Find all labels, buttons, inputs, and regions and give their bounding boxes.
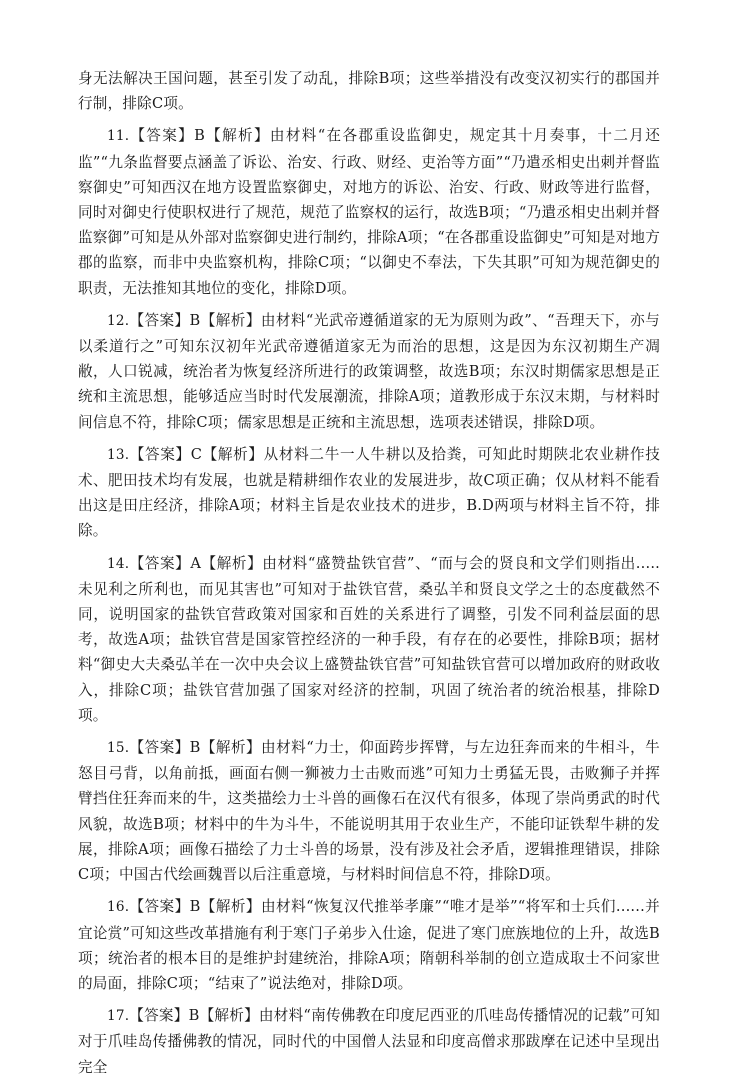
analysis-label: 【解析】 xyxy=(202,445,264,463)
document-page xyxy=(78,66,660,1080)
item-number: 14. xyxy=(107,555,130,572)
answer-item-14 xyxy=(78,551,660,728)
analysis-text: 由材料“恢复汉代推举孝廉”“唯才是举”“将军和士兵们......并宜论赏”可知这些改革措施有利于寒门子弟步入仕途，促进了寒门庶族地位的上升，故选B项；统治者的根本目的是维护封建统治，排除A项；隋朝科举制的创立造成取士不问家世的局面，排除C项；“结束了”说法绝对，排除D项。 xyxy=(78,898,660,992)
analysis-text: 由材料“光武帝遵循道家的无为原则为政”、“吾理天下，亦与以柔道行之”可知东汉初年光武帝遵循道家无为而治的思想，这是因为东汉初期生产凋敝，人口锐减，统治者为恢复经济所进行的政策调整，故选B项；东汉时期儒家思想是正统和主流思想，能够适应当时时代发展潮流，排除A项；道教形成于东汉末期，与材料时间信息不符，排除C项；儒家思想是正统和主流思想，选项表述错误，排除D项。 xyxy=(78,311,660,431)
answer-label: 【答案】B xyxy=(129,898,201,916)
item-number: 12. xyxy=(107,312,130,329)
item-number: 16. xyxy=(107,899,130,916)
analysis-text: 由材料“在各郡重设监御史，规定其十月奏事，十二月还监”“九条监督要点涵盖了诉讼、治安、行政、财经、吏治等方面”“乃遣丞相史出刺并督监察御史”可知西汉在地方设置监察御史，对地方的诉讼、治安、行政、财政等进行监督，同时对御史行使职权进行了规范，规范了监察权的运行，故选B项；“乃遣丞相史出刺并督监察御”可知是从外部对监察御史进行制约，排除A项；“在各郡重设监御史”可知是对地方郡的监察，而非中央监察机构，排除C项；“以御史不奉法，下失其职”可知为规范御史的职责，无法推知其地位的变化，排除D项。 xyxy=(78,127,660,297)
analysis-text: 由材料“盛赞盐铁官营”、“而与会的贤良和文学们则指出.....未见利之所利也，而见其害也”可知对于盐铁官营，桑弘羊和贤良文学之士的态度截然不同，说明国家的盐铁官营政策对国家和百姓的关系进行了调整，引发不同利益层面的思考，故选A项；盐铁官营是国家管控经济的一种手段，有存在的必要性，排除B项；据材料“御史大夫桑弘羊在一次中央会议上盛赞盐铁官营”可知盐铁官营可以增加政府的财政收入，排除C项；盐铁官营加强了国家对经济的控制，巩固了统治者的统治根基，排除D项。 xyxy=(78,554,660,724)
continuation-paragraph: 身无法解决王国问题，甚至引发了动乱，排除B项；这些举措没有改变汉初实行的郡国并行制，排除C项。 xyxy=(78,70,660,113)
answer-item-11 xyxy=(78,123,660,300)
answer-label: 【答案】B xyxy=(129,739,201,757)
analysis-label: 【解析】 xyxy=(200,311,261,329)
answer-label: 【答案】B xyxy=(129,311,201,329)
analysis-text: 由材料“力士，仰面跨步挥臂，与左边狂奔而来的牛相斗，牛怒目弓背，以角前抵，画面右侧一狮被力士击败而逃”可知力士勇猛无畏，击败狮子并挥臂挡住狂奔而来的牛，这类描绘力士斗兽的画像石在汉代有很多，体现了崇尚勇武的时代风貌，故选B项；材料中的牛为斗牛，不能说明其用于农业生产，不能印证铁犁牛耕的发展，排除A项；画像石描绘了力士斗兽的场景，没有涉及社会矛盾，逻辑推理错误，排除C项；中国古代绘画魏晋以后注重意境，与材料时间信息不符，排除D项。 xyxy=(78,739,660,884)
answer-item-12 xyxy=(78,308,660,435)
answer-item-13 xyxy=(78,442,660,544)
analysis-text: 由材料“南传佛教在印度尼西亚的爪哇岛传播情况的记载”可知对于爪哇岛传播佛教的情况，同时代的中国僧人法显和印度高僧求那跋摩在记述中呈现出完全 xyxy=(78,1007,660,1076)
answer-item-16 xyxy=(78,894,660,996)
item-number: 15. xyxy=(107,740,130,757)
item-number: 17. xyxy=(107,1008,130,1025)
answer-item-15 xyxy=(78,735,660,887)
item-number: 13. xyxy=(107,446,130,463)
item-number: 11. xyxy=(107,128,130,145)
analysis-text: 从材料二牛一人牛耕以及拾粪，可知此时期陕北农业耕作技术、肥田技术均有发展，也就是精耕细作农业的发展进步，故C项正确；仅从材料不能看出这是田庄经济，排除A项；材料主旨是农业技术的进步，B.D两项与材料主旨不符，排除。 xyxy=(78,445,660,540)
answer-label: 【答案】B xyxy=(129,127,206,145)
analysis-label: 【解析】 xyxy=(200,898,261,916)
answer-label: 【答案】C xyxy=(129,445,203,463)
analysis-label: 【解析】 xyxy=(205,127,270,145)
answer-item-17 xyxy=(78,1003,660,1080)
analysis-label: 【解析】 xyxy=(201,554,263,572)
analysis-label: 【解析】 xyxy=(199,1007,259,1025)
answer-label: 【答案】B xyxy=(129,1007,200,1025)
analysis-label: 【解析】 xyxy=(200,739,262,757)
answer-label: 【答案】A xyxy=(129,554,202,572)
